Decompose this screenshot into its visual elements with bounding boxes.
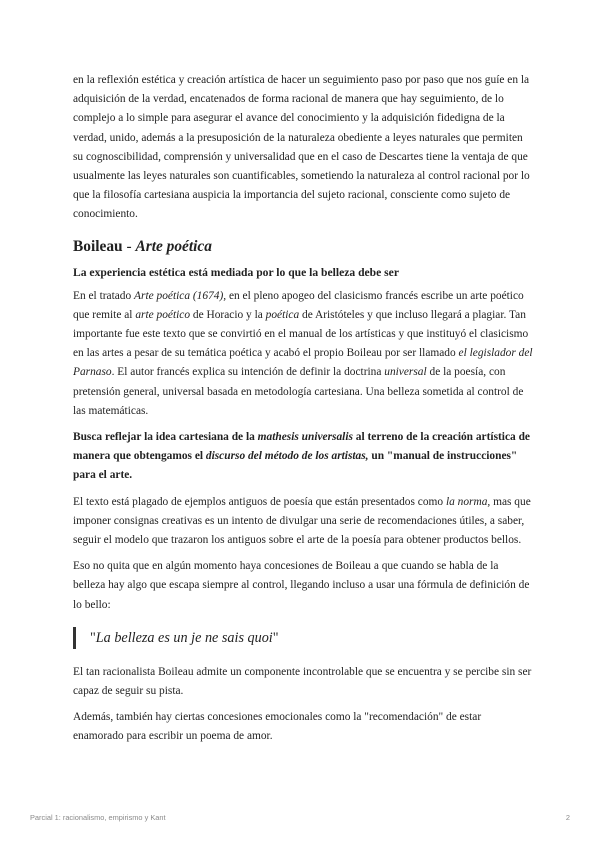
heading-separator: - <box>122 237 136 255</box>
quote-text: La belleza es un je ne sais quoi <box>95 629 273 646</box>
italic-run: Arte poética (1674), <box>134 289 227 302</box>
text-run: en el pleno apogeo del clasicismo francés escribe un arte poético que remite al <box>73 289 524 321</box>
text-run: al terreno de la creación artística de manera que obtengamos el <box>73 431 530 463</box>
italic-run: el legislador del Parnaso <box>73 347 533 379</box>
page-number: 2 <box>565 813 570 822</box>
paragraph-emocionales: Además, también hay ciertas concesiones emocionales como la "recomendación" de estar enamorado para escribir un poema de amor. <box>73 711 482 743</box>
paragraph-mathesis <box>73 428 533 486</box>
text-run: un "manual de instrucciones" para el arte. <box>73 450 518 482</box>
text-run: de Aristóteles y que incluso llegará a plagiar. Tan importante fue este texto que se convirtió en el manual de los artísticas y que instituyó el clasicismo en las artes a pesar de su temática poética y acabó el propio Boileau por ser llamado <box>73 308 529 360</box>
text-run: de la poesía, con pretensión general, universal basada en metodología cartesiana. Una belleza sometida al control de las matemáticas. <box>73 366 524 417</box>
quote-open-mark: " <box>90 629 96 646</box>
document-body <box>73 71 533 754</box>
heading-author: Boileau <box>73 237 123 255</box>
heading-work-title: Arte poética <box>135 237 212 255</box>
italic-run: poética <box>265 308 300 321</box>
section-heading <box>73 237 533 257</box>
italic-run: la norma, <box>445 495 491 508</box>
text-run: El texto está plagado de ejemplos antiguos de poesía que están presentados como <box>73 495 446 508</box>
text-run: Busca reflejar la idea cartesiana de la <box>73 431 258 444</box>
text-run: mas que imponer consignas creativas es un intento de divulgar una serie de recomendaciones útiles, a saber, seguir el modelo que trazaron los antiguos sobre el arte de la poesía para obtener productos bellos. <box>73 495 531 547</box>
paragraph-arte-poetica <box>73 287 533 421</box>
italic-run: universal <box>384 366 427 379</box>
text-run: . El autor francés explica su intención de definir la doctrina <box>111 366 385 379</box>
section-subheading: La experiencia estética está mediada por lo que la belleza debe ser <box>73 265 399 279</box>
page-footer <box>30 813 570 822</box>
paragraph-la-norma <box>73 493 533 551</box>
quote-close-mark: " <box>272 629 279 646</box>
text-run: En el tratado <box>73 289 135 302</box>
footer-document-title: Parcial 1: racionalismo, empirismo y Kant <box>30 813 166 822</box>
paragraph-concesiones: Eso no quita que en algún momento haya concesiones de Boileau a que cuando se habla de la belleza hay algo que escapa siempre al control, llegando incluso a usar una fórmula de definición de lo bello: <box>73 560 530 611</box>
italic-run: arte poético <box>135 308 191 321</box>
paragraph-incontrolable: El tan racionalista Boileau admite un componente incontrolable que se encuentra y se percibe sin ser capaz de seguir su pista. <box>73 665 532 698</box>
blockquote <box>73 627 533 649</box>
text-run: de Horacio y la <box>190 308 266 321</box>
intro-paragraph: en la reflexión estética y creación artística de hacer un seguimiento paso por paso que nos guíe en la adquisición de la verdad, encatenados de forma racional de manera que hay seguimiento, de lo complejo a lo simple para asegurar el avance del conocimiento y la adquisición fidedigna de la verdad, unido, además a la presuposición de la naturaleza obediente a leyes naturales que permiten su cognoscibilidad, comprensión y universalidad que en el caso de Descartes tiene la ventaja de que usualmente las leyes naturales son cuantificables, sometiendo la naturaleza al control racional por lo que la filosofía cartesiana auspicia la importancia del sujeto racional, consciente como sujeto de conocimiento. <box>73 74 530 221</box>
italic-run: mathesis universalis <box>257 431 353 444</box>
italic-run: discurso del método de los artistas, <box>205 450 369 463</box>
